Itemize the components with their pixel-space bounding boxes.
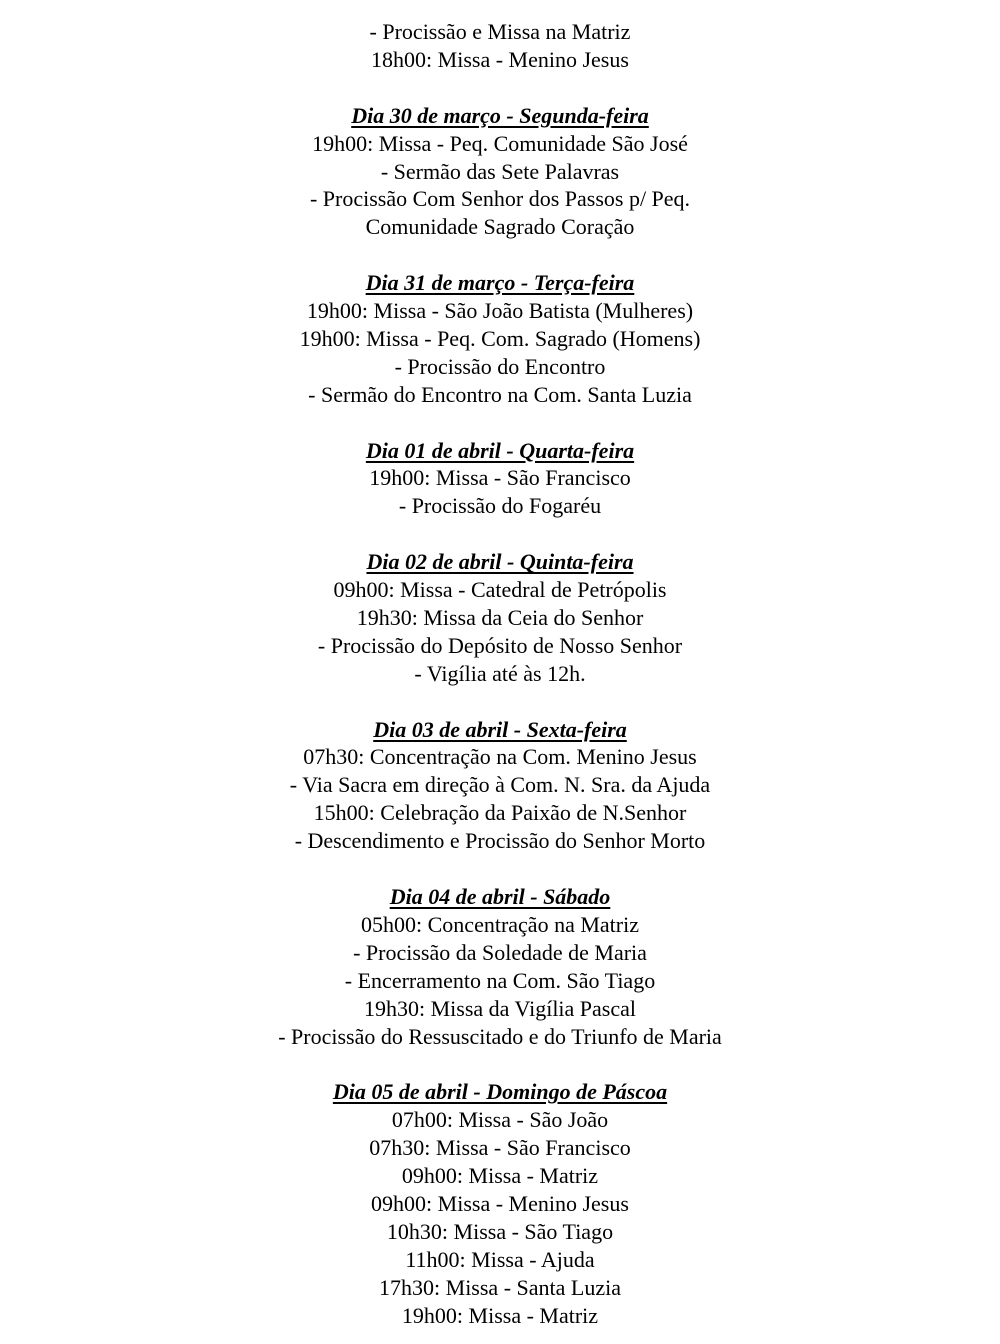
day-heading: Dia 31 de março - Terça-feira xyxy=(365,270,635,296)
schedule-line: - Sermão do Encontro na Com. Santa Luzia xyxy=(308,381,692,407)
schedule-line: 07h30: Concentração na Com. Menino Jesus xyxy=(303,744,697,770)
schedule-line: 17h30: Missa - Santa Luzia xyxy=(379,1274,621,1300)
schedule-line: 07h30: Missa - São Francisco xyxy=(369,1135,631,1161)
day-heading: Dia 30 de março - Segunda-feira xyxy=(351,102,649,128)
section-spacer xyxy=(0,409,1000,437)
section-spacer xyxy=(0,74,1000,102)
schedule-line: - Procissão do Depósito de Nosso Senhor xyxy=(317,632,683,658)
schedule-line: 09h00: Missa - Menino Jesus xyxy=(371,1190,629,1216)
schedule-line: 09h00: Missa - Matriz xyxy=(401,1163,599,1189)
section-spacer xyxy=(0,855,1000,883)
schedule-line: - Procissão Com Senhor dos Passos p/ Peq. xyxy=(309,186,691,212)
section-spacer xyxy=(0,520,1000,548)
schedule-line: 07h00: Missa - São João xyxy=(391,1107,609,1133)
day-section-02-abril xyxy=(0,548,1000,688)
schedule-line: 19h30: Missa da Ceia do Senhor xyxy=(356,604,644,630)
schedule-line: 10h30: Missa - São Tiago xyxy=(386,1218,614,1244)
day-heading: Dia 03 de abril - Sexta-feira xyxy=(373,716,627,742)
schedule-line: - Encerramento na Com. São Tiago xyxy=(344,967,656,993)
schedule-line: 19h00: Missa - Peq. Com. Sagrado (Homens) xyxy=(299,325,701,351)
day-section-01-abril xyxy=(0,437,1000,521)
day-section-05-abril xyxy=(0,1078,1000,1329)
schedule-line: 19h30: Missa da Vigília Pascal xyxy=(363,995,637,1021)
schedule-line: 19h00: Missa - São Francisco xyxy=(369,465,631,491)
section-spacer xyxy=(0,241,1000,269)
schedule-document xyxy=(0,18,1000,1329)
schedule-line: - Procissão do Ressuscitado e do Triunfo de Maria xyxy=(278,1023,722,1049)
schedule-line: - Via Sacra em direção à Com. N. Sra. da Ajuda xyxy=(289,772,711,798)
schedule-line: 05h00: Concentração na Matriz xyxy=(361,911,639,937)
schedule-line: 19h00: Missa - Matriz xyxy=(401,1302,599,1328)
day-section-30-marco xyxy=(0,102,1000,242)
schedule-line: - Sermão das Sete Palavras xyxy=(380,158,620,184)
day-heading: Dia 01 de abril - Quarta-feira xyxy=(365,437,635,463)
intro-section xyxy=(0,18,1000,74)
schedule-line: Comunidade Sagrado Coração xyxy=(365,214,635,240)
section-spacer xyxy=(0,688,1000,716)
day-heading: Dia 02 de abril - Quinta-feira xyxy=(366,549,634,575)
schedule-line: - Vigília até às 12h. xyxy=(414,660,586,686)
schedule-line: - Procissão da Soledade de Maria xyxy=(353,939,647,965)
schedule-line: 09h00: Missa - Catedral de Petrópolis xyxy=(333,577,667,603)
schedule-line: 15h00: Celebração da Paixão de N.Senhor xyxy=(313,800,687,826)
schedule-line: - Procissão e Missa na Matriz xyxy=(369,19,631,44)
schedule-line: 19h00: Missa - São João Batista (Mulheres) xyxy=(306,298,694,324)
schedule-line: 18h00: Missa - Menino Jesus xyxy=(371,46,629,72)
day-section-03-abril xyxy=(0,716,1000,856)
day-section-04-abril xyxy=(0,883,1000,1050)
day-heading: Dia 05 de abril - Domingo de Páscoa xyxy=(332,1079,668,1105)
schedule-line: - Descendimento e Procissão do Senhor Morto xyxy=(294,828,706,854)
day-section-31-marco xyxy=(0,269,1000,409)
schedule-line: - Procissão do Encontro xyxy=(394,353,606,379)
day-heading: Dia 04 de abril - Sábado xyxy=(389,884,611,909)
section-spacer xyxy=(0,1050,1000,1078)
schedule-line: - Procissão do Fogaréu xyxy=(398,493,602,519)
schedule-line: 19h00: Missa - Peq. Comunidade São José xyxy=(312,130,688,156)
schedule-line: 11h00: Missa - Ajuda xyxy=(405,1246,595,1272)
